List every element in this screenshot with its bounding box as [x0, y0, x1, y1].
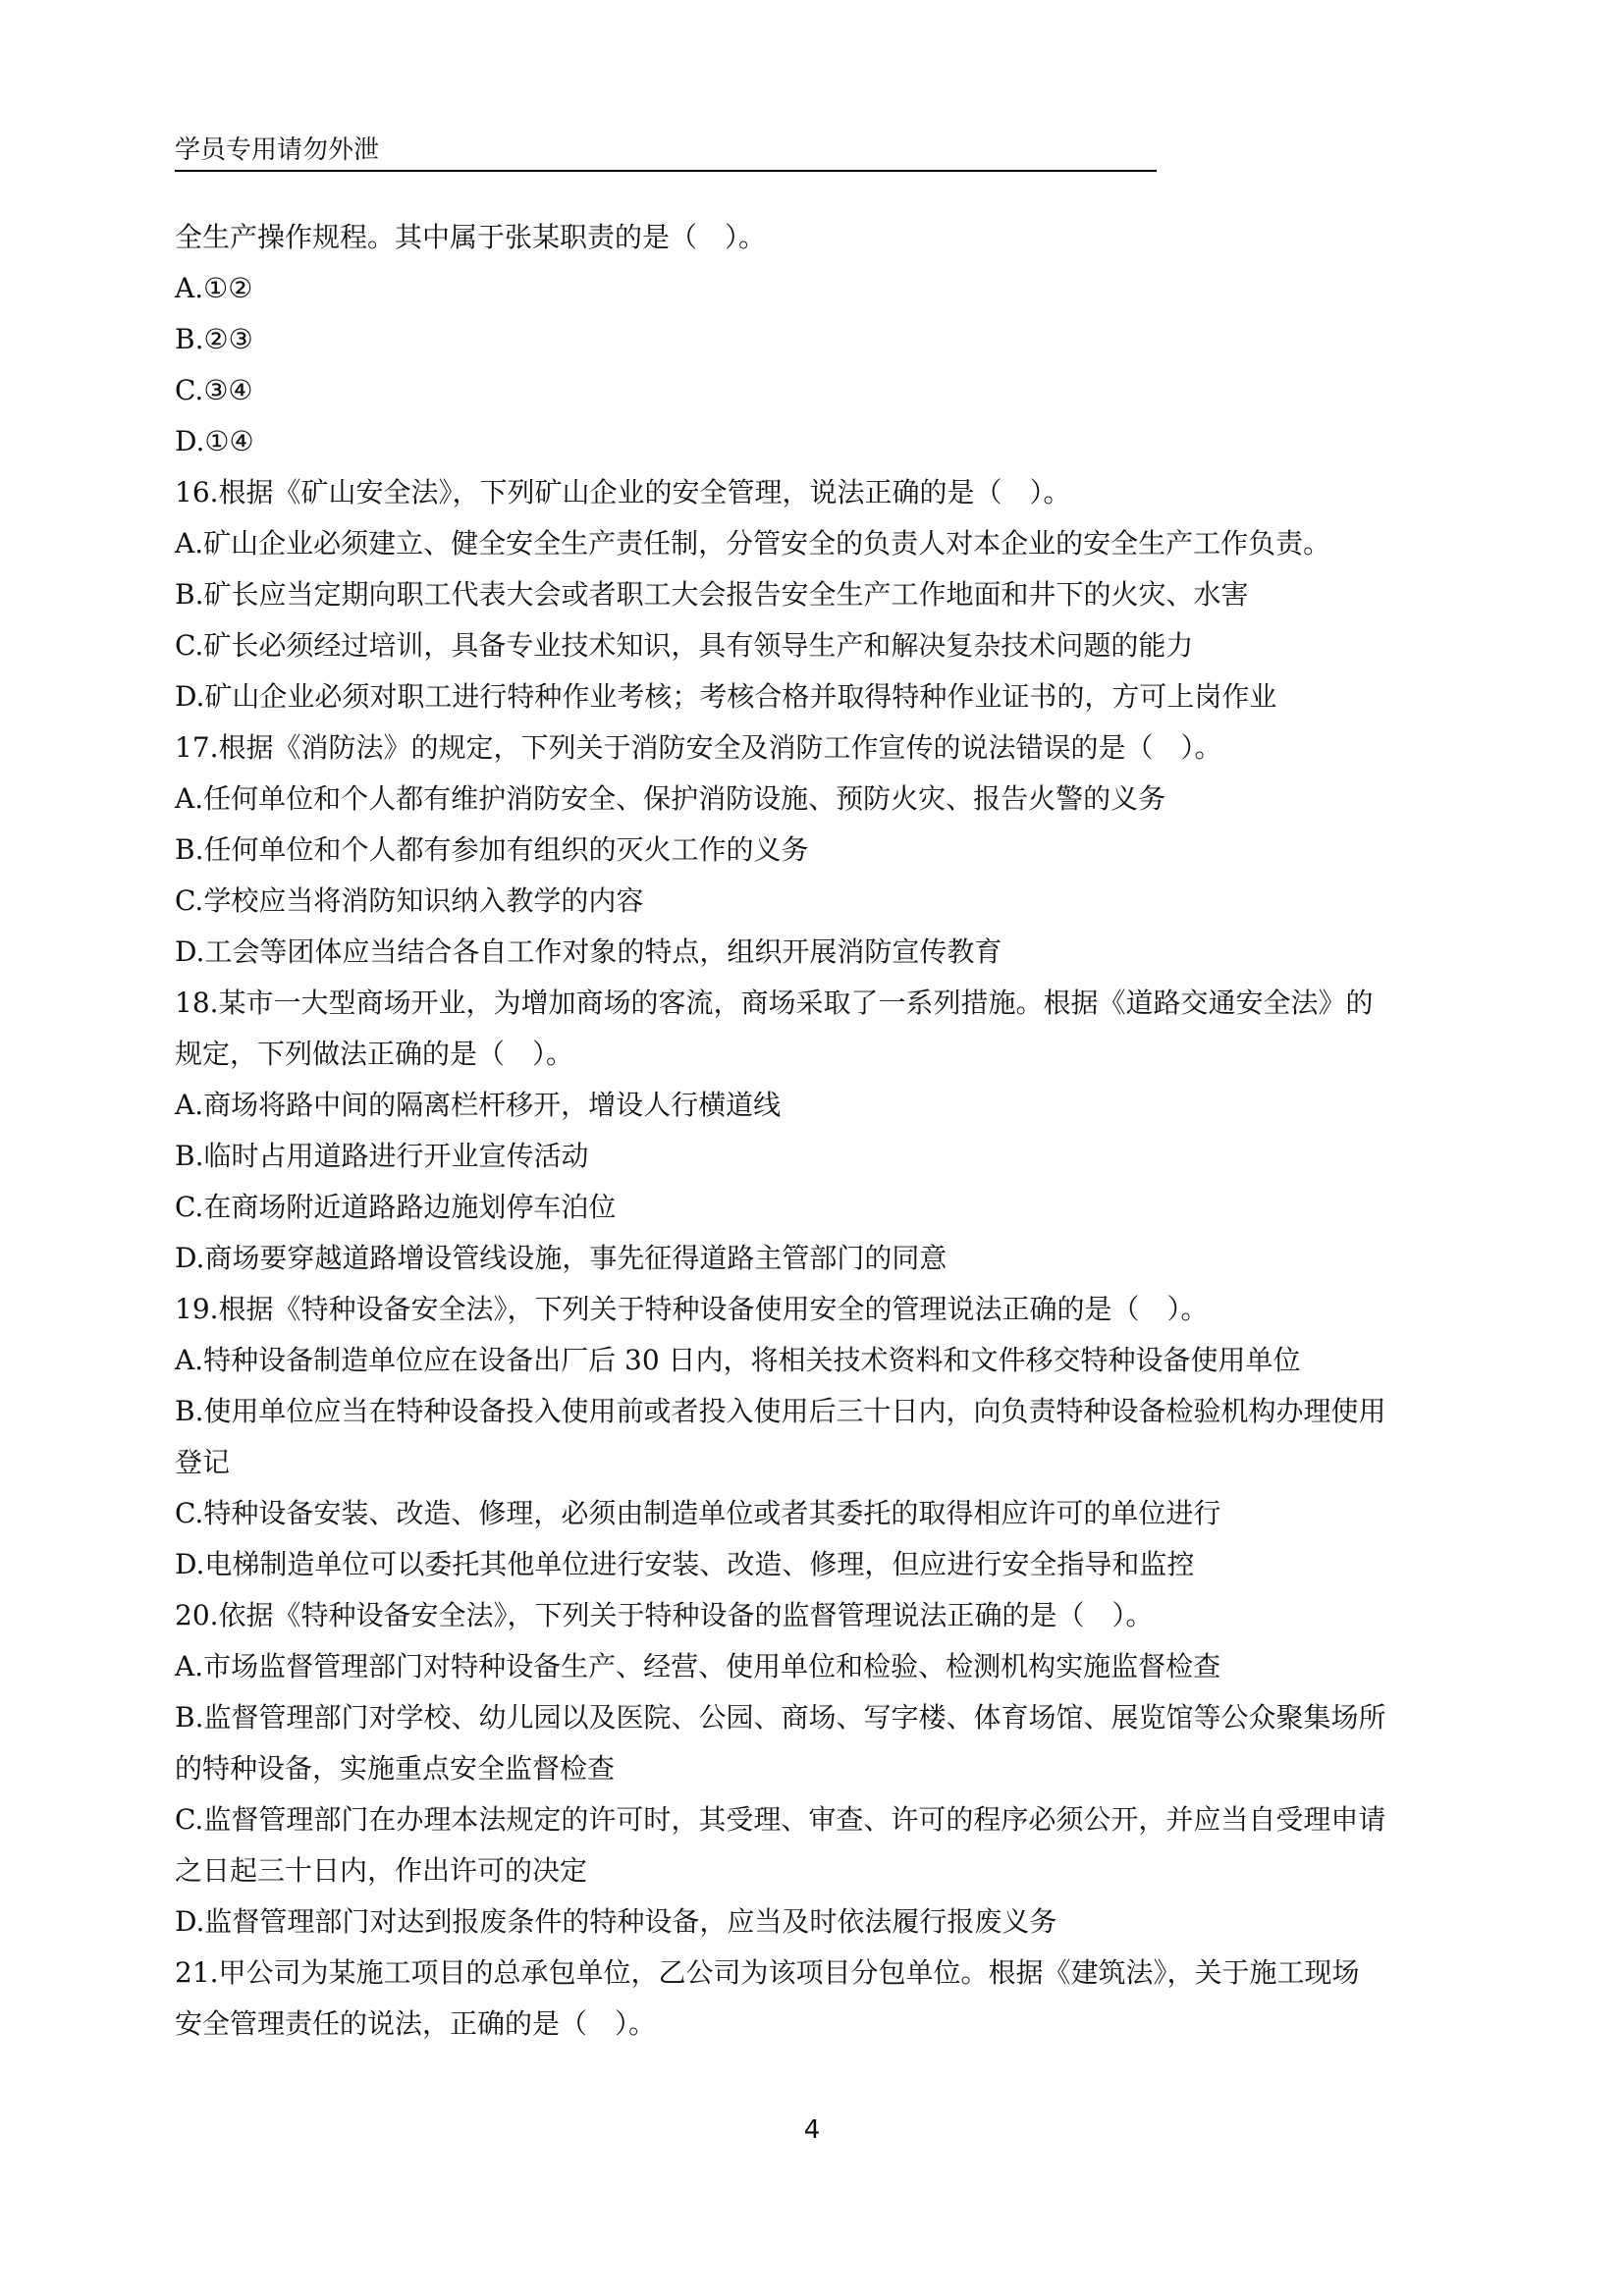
option-c-cont: 之日起三十日内，作出许可的决定 [175, 1854, 588, 1887]
option-c: C.矿长必须经过培训，具备专业技术知识，具有领导生产和解决复杂技术问题的能力 [175, 629, 1194, 662]
question-20: 20.依据《特种设备安全法》，下列关于特种设备的监督管理说法正确的是（ ）。 [175, 1599, 1154, 1631]
question-17: 17.根据《消防法》的规定，下列关于消防安全及消防工作宣传的说法错误的是（ ）。 [175, 731, 1222, 764]
option-a: A.市场监督管理部门对特种设备生产、经营、使用单位和检验、检测机构实施监督检查 [175, 1650, 1221, 1682]
option-a: A.特种设备制造单位应在设备出厂后 30 日内，将相关技术资料和文件移交特种设备使用单位 [175, 1344, 1301, 1376]
question-19: 19.根据《特种设备安全法》，下列关于特种设备使用安全的管理说法正确的是（ ）。 [175, 1293, 1209, 1325]
option-c: C.学校应当将消防知识纳入教学的内容 [175, 884, 644, 917]
option-b-cont: 登记 [175, 1446, 231, 1478]
option-d: D.电梯制造单位可以委托其他单位进行安装、改造、修理，但应进行安全指导和监控 [175, 1548, 1195, 1580]
question-16: 16.根据《矿山安全法》，下列矿山企业的安全管理，说法正确的是（ ）。 [175, 476, 1071, 508]
option-d: D.监督管理部门对达到报废条件的特种设备，应当及时依法履行报废义务 [175, 1905, 1057, 1938]
option-a: A.矿山企业必须建立、健全安全生产责任制，分管安全的负责人对本企业的安全生产工作负责。 [175, 527, 1331, 560]
question-18-cont: 规定，下列做法正确的是（ ）。 [175, 1038, 574, 1070]
option-b: B.监督管理部门对学校、幼儿园以及医院、公园、商场、写字楼、体育场馆、展览馆等公众聚集场所 [175, 1701, 1386, 1734]
option-a: A.任何单位和个人都有维护消防安全、保护消防设施、预防火灾、报告火警的义务 [175, 782, 1166, 815]
option-a: A.商场将路中间的隔离栏杆移开，增设人行横道线 [175, 1089, 782, 1121]
option-a: A.①② [175, 272, 253, 304]
question-21-cont: 安全管理责任的说法，正确的是（ ）。 [175, 2007, 657, 2040]
text-line: 全生产操作规程。其中属于张某职责的是（ ）。 [175, 221, 767, 253]
option-b: B.任何单位和个人都有参加有组织的灭火工作的义务 [175, 833, 809, 866]
option-d: D.商场要穿越道路增设管线设施，事先征得道路主管部门的同意 [175, 1242, 947, 1274]
question-content [175, 212, 1451, 2050]
page-header: 学员专用请勿外泄 [175, 130, 1157, 172]
option-b-cont: 的特种设备，实施重点安全监督检查 [175, 1752, 616, 1785]
option-c: C.特种设备安装、改造、修理，必须由制造单位或者其委托的取得相应许可的单位进行 [175, 1497, 1221, 1529]
option-b: B.临时占用道路进行开业宣传活动 [175, 1140, 589, 1172]
option-c: C.③④ [175, 374, 253, 406]
option-c: C.在商场附近道路路边施划停车泊位 [175, 1191, 617, 1223]
option-b: B.②③ [175, 323, 253, 355]
question-18: 18.某市一大型商场开业，为增加商场的客流，商场采取了一系列措施。根据《道路交通安全法》的 [175, 987, 1374, 1019]
option-d: D.矿山企业必须对职工进行特种作业考核；考核合格并取得特种作业证书的，方可上岗作业 [175, 680, 1277, 713]
page-number: 4 [803, 2115, 821, 2145]
option-d: D.工会等团体应当结合各自工作对象的特点，组织开展消防宣传教育 [175, 935, 1002, 968]
option-b: B.使用单位应当在特种设备投入使用前或者投入使用后三十日内，向负责特种设备检验机构办理使用 [175, 1395, 1386, 1427]
option-d: D.①④ [175, 425, 254, 457]
question-21: 21.甲公司为某施工项目的总承包单位，乙公司为该项目分包单位。根据《建筑法》，关于施工现场 [175, 1956, 1360, 1989]
option-c: C.监督管理部门在办理本法规定的许可时，其受理、审查、许可的程序必须公开，并应当自受理申请 [175, 1803, 1386, 1836]
option-b: B.矿长应当定期向职工代表大会或者职工大会报告安全生产工作地面和井下的火灾、水害 [175, 578, 1249, 611]
